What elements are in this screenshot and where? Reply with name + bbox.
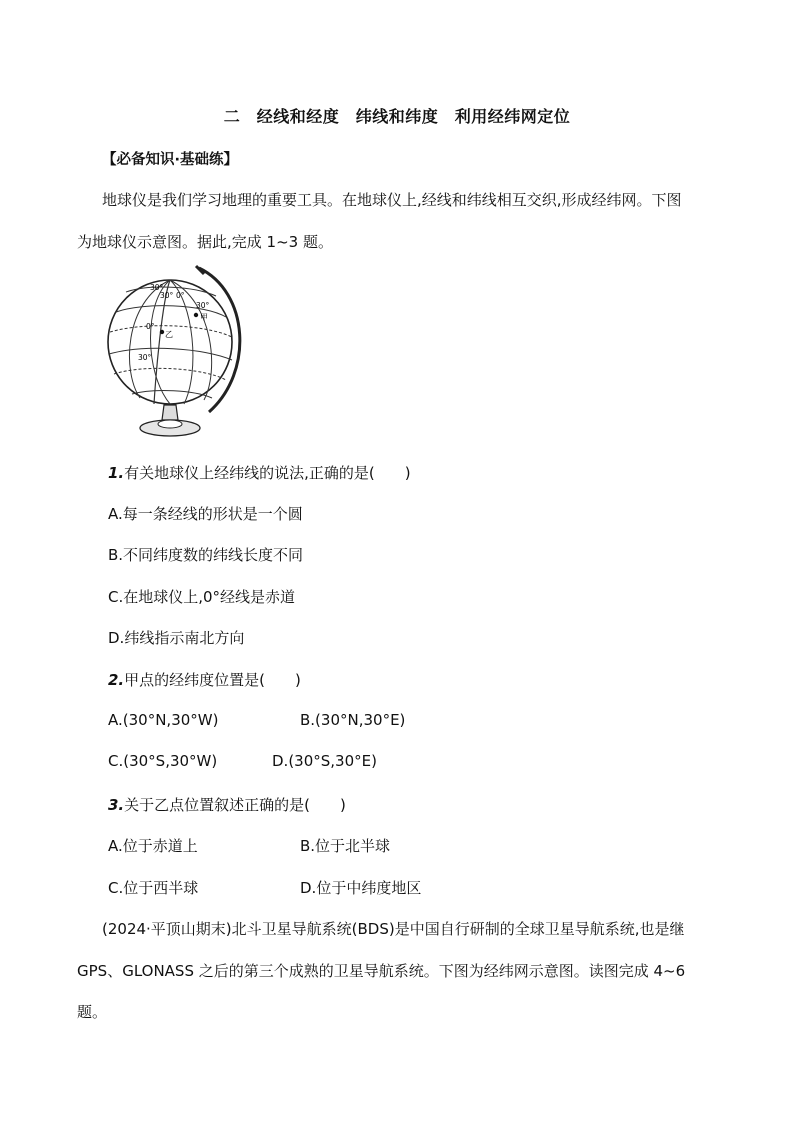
intro2-line-1: (2024·平顶山期末)北斗卫星导航系统(BDS)是中国自行研制的全球卫星导航系统,也是继 — [102, 920, 685, 938]
intro-line-2: 为地球仪示意图。据此,完成 1~3 题。 — [77, 233, 333, 251]
q2-option-b[interactable]: B.(30°N,30°E) — [300, 711, 406, 729]
globe-figure — [104, 262, 254, 442]
question-3-stem: 关于乙点位置叙述正确的是( ) — [124, 796, 346, 814]
q1-option-b[interactable]: B.不同纬度数的纬线长度不同 — [108, 546, 304, 564]
q3-option-d[interactable]: D.位于中纬度地区 — [300, 879, 422, 897]
question-2-stem: 甲点的经纬度位置是( ) — [124, 671, 301, 689]
question-1 — [108, 462, 411, 483]
q3-option-c[interactable]: C.位于西半球 — [108, 879, 199, 897]
figure-label-1: 30° — [150, 283, 164, 292]
q3-option-b[interactable]: B.位于北半球 — [300, 837, 391, 855]
figure-label-yi: 乙 — [165, 330, 173, 339]
question-2 — [108, 669, 301, 690]
q2-option-a[interactable]: A.(30°N,30°W) — [108, 711, 219, 729]
question-1-stem: 有关地球仪上经纬线的说法,正确的是( ) — [124, 464, 411, 482]
question-3 — [108, 794, 346, 815]
q3-option-a[interactable]: A.位于赤道上 — [108, 837, 198, 855]
q2-option-c[interactable]: C.(30°S,30°W) — [108, 752, 218, 770]
q2-option-d[interactable]: D.(30°S,30°E) — [272, 752, 377, 770]
figure-label-2: 30° — [160, 291, 174, 300]
q1-option-c[interactable]: C.在地球仪上,0°经线是赤道 — [108, 588, 296, 606]
figure-label-6: 30° — [138, 353, 152, 362]
intro-line-1: 地球仪是我们学习地理的重要工具。在地球仪上,经线和纬线相互交织,形成经纬网。下图 — [102, 191, 682, 209]
figure-label-5: 0° — [146, 322, 155, 331]
question-3-number: 3. — [108, 796, 125, 814]
figure-label-4: 30° — [196, 301, 210, 310]
q1-option-a[interactable]: A.每一条经线的形状是一个圆 — [108, 505, 303, 523]
intro2-line-3: 题。 — [77, 1003, 108, 1021]
question-2-number: 2. — [108, 671, 125, 689]
figure-label-3: 0° — [176, 291, 185, 300]
figure-label-jia: 甲 — [200, 313, 208, 322]
section-label: 【必备知识·基础练】 — [102, 152, 239, 168]
q1-option-d[interactable]: D.纬线指示南北方向 — [108, 629, 245, 647]
page-title: 二 经线和经度 纬线和纬度 利用经纬网定位 — [223, 107, 571, 126]
intro2-line-2: GPS、GLONASS 之后的第三个成熟的卫星导航系统。下图为经纬网示意图。读图完成 4~6 — [77, 962, 686, 980]
question-1-number: 1. — [108, 464, 125, 482]
